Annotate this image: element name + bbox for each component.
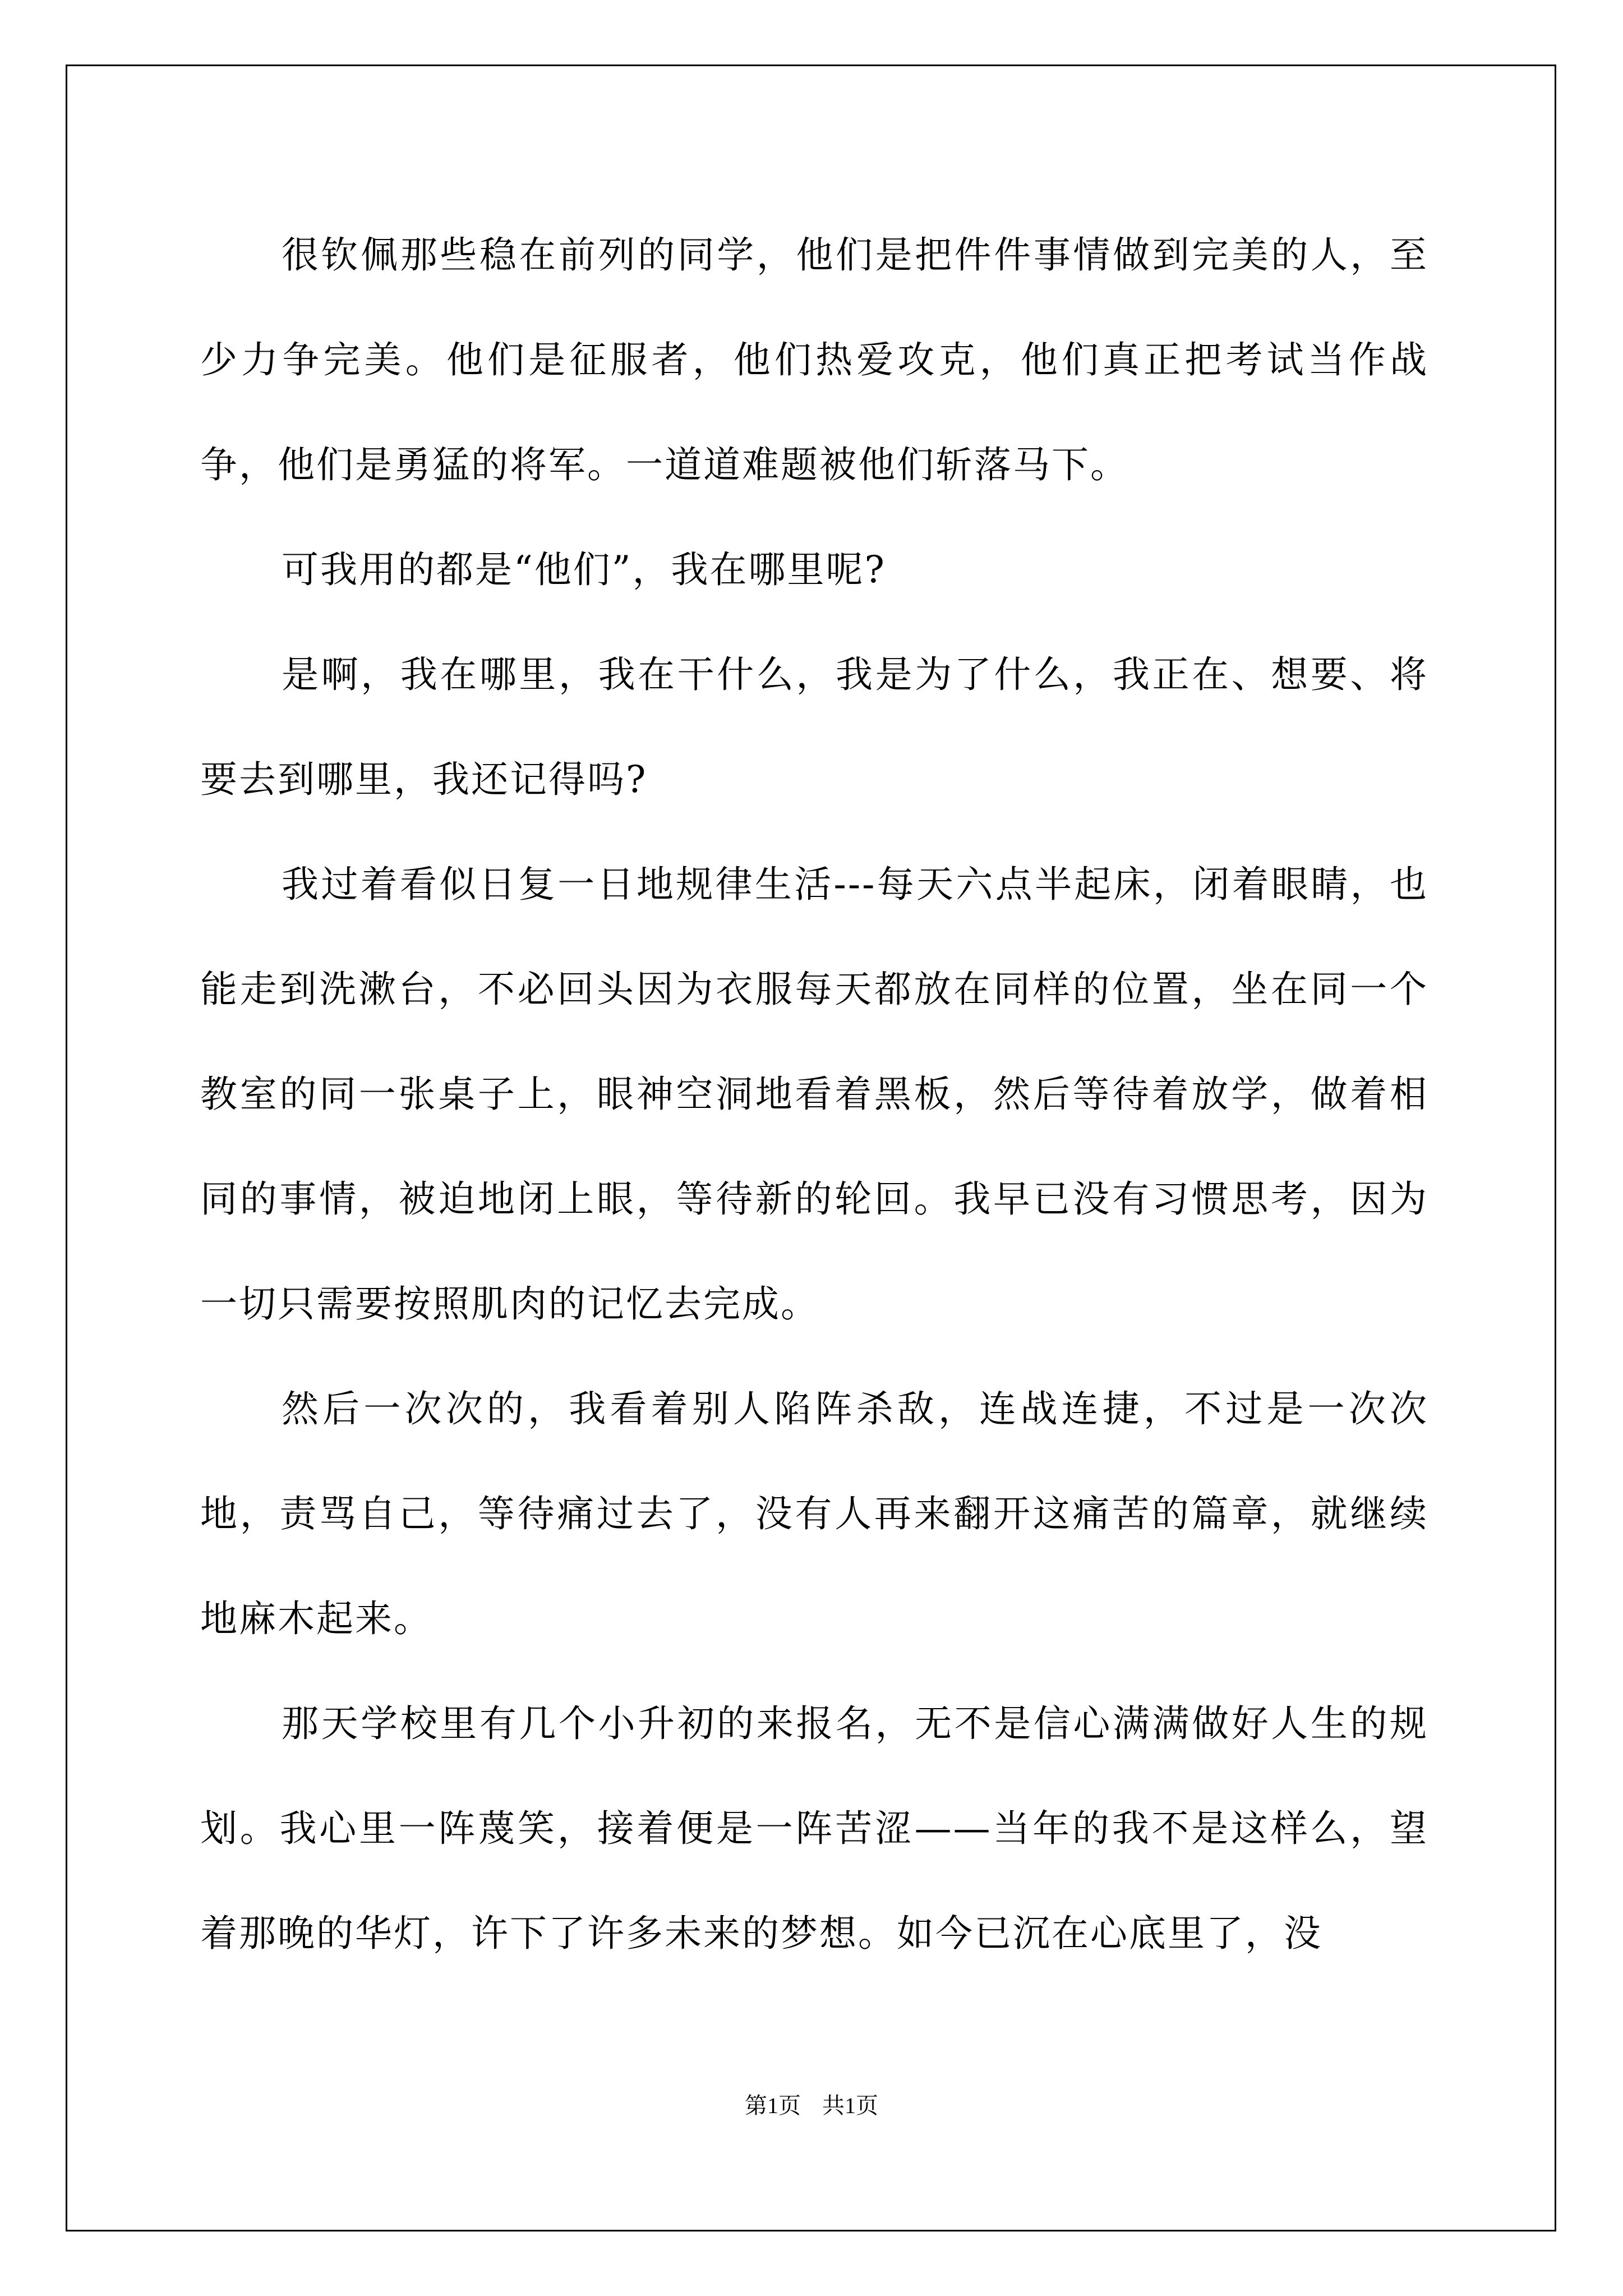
page-number: 第1页 (745, 2093, 801, 2118)
paragraph: 可我用的都是“他们”，我在哪里呢? (282, 548, 886, 591)
paragraph: 我过着看似日复一日地规律生活---每天六点半起床，闭着眼睛，也能走到洗漱台，不必回头因为衣服每天都放在同样的位置，坐在同一个教室的同一张桌子上，眼神空洞地看着黑板，然后等待着放学，做着相同的事情，被迫地闭上眼，等待新的轮回。我早已没有习惯思考，因为一切只需要按照肌肉的记忆去完成。 (200, 863, 1428, 1326)
page-footer (0, 2088, 1623, 2120)
paragraph: 那天学校里有几个小升初的来报名，无不是信心满满做好人生的规划。我心里一阵蔑笑，接着便是一阵苦涩——当年的我不是这样么，望着那晚的华灯，许下了许多未来的梦想。如今已沉在心底里了，没 (200, 1702, 1428, 1955)
paragraph: 然后一次次的，我看着别人陷阵杀敌，连战连捷，不过是一次次地，责骂自己，等待痛过去了，没有人再来翻开这痛苦的篇章，就继续地麻木起来。 (200, 1387, 1428, 1640)
document-body (200, 203, 1428, 1986)
paragraph: 很钦佩那些稳在前列的同学，他们是把件件事情做到完美的人，至少力争完美。他们是征服者，他们热爱攻克，他们真正把考试当作战争，他们是勇猛的将军。一道道难题被他们斩落马下。 (200, 233, 1428, 486)
paragraph: 是啊，我在哪里，我在干什么，我是为了什么，我正在、想要、将要去到哪里，我还记得吗? (200, 653, 1428, 801)
page-total: 共1页 (822, 2093, 878, 2118)
